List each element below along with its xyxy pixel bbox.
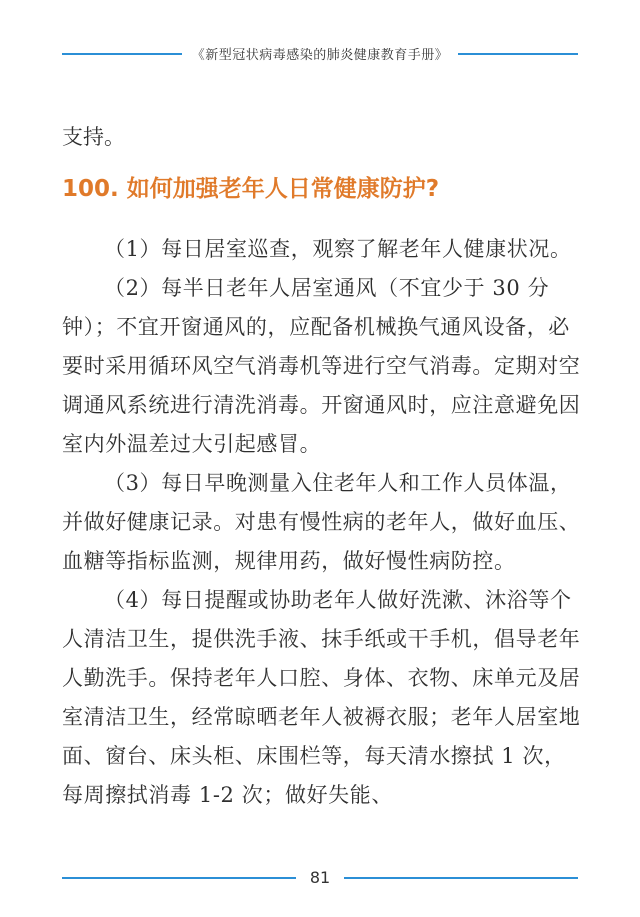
continuation-text: 支持。 <box>62 125 125 149</box>
book-title: 《新型冠状病毒感染的肺炎健康教育手册》 <box>191 48 449 63</box>
page-footer <box>62 868 578 887</box>
answer-paragraph-3: （3）每日早晚测量入住老年人和工作人员体温，并做好健康记录。对患有慢性病的老年人，做好血压、血糖等指标监测，规律用药，做好慢性病防控。 <box>62 471 581 573</box>
header-rule-left <box>62 53 182 55</box>
answer-body <box>62 230 582 815</box>
header-rule-right <box>458 53 578 55</box>
footer-rule-right <box>344 877 578 879</box>
answer-paragraph-2: （2）每半日老年人居室通风（不宜少于 30 分钟）；不宜开窗通风的，应配备机械换气通风设备，必要时采用循环风空气消毒机等进行空气消毒。定期对空调通风系统进行清洗消毒。开窗通风时，应注意避免因室内外温差过大引起感冒。 <box>62 276 581 456</box>
page-header <box>62 44 578 63</box>
answer-paragraph-1: （1）每日居室巡查，观察了解老年人健康状况。 <box>104 237 572 261</box>
answer-paragraph-4: （4）每日提醒或协助老年人做好洗漱、沐浴等个人清洁卫生，提供洗手液、抹手纸或干手机，倡导老年人勤洗手。保持老年人口腔、身体、衣物、床单元及居室清洁卫生，经常晾晒老年人被褥衣服；老年人居室地面、窗台、床头柜、床围栏等，每天清水擦拭 1 次，每周擦拭消毒 1-2 次；做好失能、 <box>62 588 581 807</box>
question-heading: 100. 如何加强老年人日常健康防护? <box>62 176 440 202</box>
page-number: 81 <box>309 868 331 887</box>
footer-rule-left <box>62 877 296 879</box>
